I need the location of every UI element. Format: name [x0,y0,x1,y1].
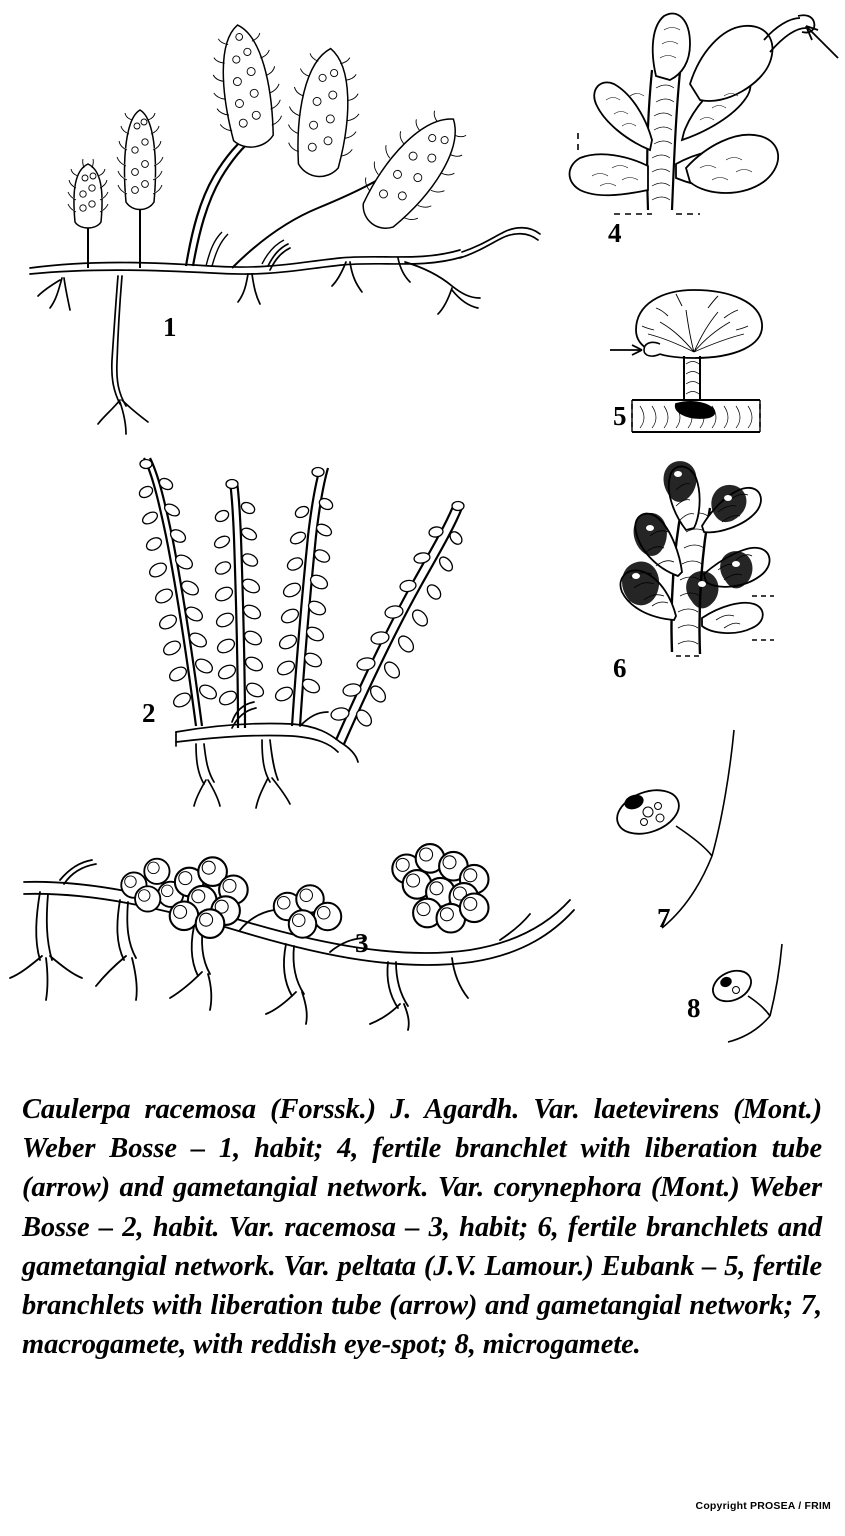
figure-2-habit [176,702,358,808]
plate-caption: Caulerpa racemosa (Forssk.) J. Agardh. Var. laetevirens (Mont.) Weber Bosse – 1, habit; 4, fertile branchlet with liberation tube (arrow) and gametangial network. Var. corynephora (Mont.) Weber Bosse – 2, habit. Var. racemosa – 3, habit; 6, fertile branchlets and gametangial network. Var. peltata (J.V. Lamour.) Eubank – 5, fertile branchlets with liberation tube (arrow) and gametangial network; 7, macrogamete, with reddish eye-spot; 8, microgamete. [22,1094,822,1361]
figure-8-microgamete [708,944,782,1042]
figure-3-vesicle-clusters [121,844,488,938]
figure-7-macrogamete [611,730,734,928]
figure-3-habit [10,860,574,1030]
figure-5-fertile-branchlet [610,290,762,432]
copyright-notice: Copyright PROSEA / FRIM [695,1500,831,1512]
figure-label-5: 5 [613,401,627,431]
figure-4-fertile-branchlet [570,14,839,214]
figure-label-6: 6 [613,653,627,683]
figure-label-8: 8 [687,993,701,1023]
figure-2-axes [137,458,464,744]
figure-label-4: 4 [608,218,622,248]
figure-1-habit [30,228,540,434]
figure-label-1: 1 [163,312,177,342]
figure-label-2: 2 [142,698,156,728]
figure-1-assimilators [68,20,483,268]
figure-label-7: 7 [657,903,671,933]
figure-6-fertile-branchlets [620,462,774,656]
figure-label-3: 3 [355,928,369,958]
